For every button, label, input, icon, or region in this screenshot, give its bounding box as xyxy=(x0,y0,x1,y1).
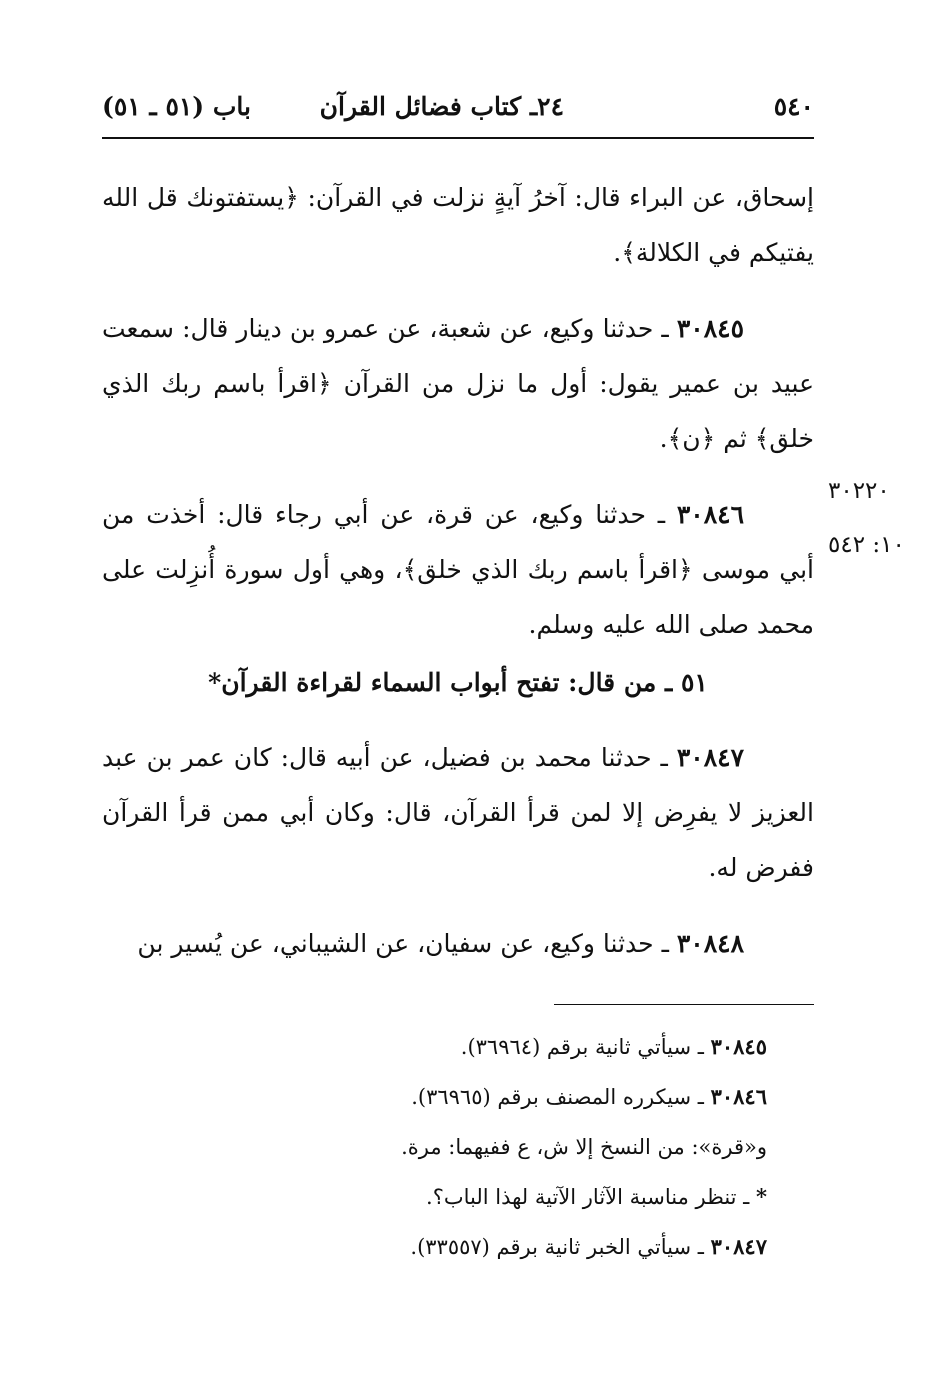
footnote-number: ٣٠٨٤٧ xyxy=(710,1234,767,1259)
footnote xyxy=(102,1122,767,1172)
paragraph-text: ـ حدثنا وكيع، عن شعبة، عن عمرو بن دينار قال: سمعت عبيد بن عمير يقول: أول ما نزل من القرآن ﴿اقرأ باسم ربك الذي خلق﴾ ثم ﴿ن﴾. xyxy=(102,314,814,453)
footnote xyxy=(102,1022,767,1072)
footnote-text: ـ تنظر مناسبة الآثار الآتية لهذا الباب؟. xyxy=(426,1185,757,1209)
margin-note: ١٠: ٥٤٢ xyxy=(828,532,905,558)
running-header xyxy=(102,92,814,126)
paragraph-text: ـ حدثنا محمد بن فضيل، عن أبيه قال: كان عمر بن عبد العزيز لا يفرِض إلا لمن قرأ القرآن، قال: وكان أبي ممن قرأ القرآن ففرض له. xyxy=(102,743,814,882)
hadith-number: ٣٠٨٤٥ xyxy=(676,314,744,343)
hadith-number: ٣٠٨٤٧ xyxy=(676,743,744,772)
section-heading: ٥١ ـ من قال: تفتح أبواب السماء لقراءة القرآن* xyxy=(208,668,708,697)
paragraph xyxy=(102,916,814,971)
hadith-number: ٣٠٨٤٨ xyxy=(676,929,744,958)
margin-note: ٣٠٢٢٠ xyxy=(828,478,890,504)
footnote-number: ٣٠٨٤٦ xyxy=(710,1084,767,1109)
footnote-text: ـ سيأتي الخبر ثانية برقم (٣٣٥٥٧). xyxy=(410,1235,711,1259)
chapter-reference: باب (٥١ ـ ٥١) xyxy=(102,92,251,121)
footnote-number: ٣٠٨٤٥ xyxy=(710,1034,767,1059)
paragraph-text: ـ حدثنا وكيع، عن سفيان، عن الشيباني، عن يُسير بن xyxy=(137,929,677,958)
paragraph xyxy=(102,301,814,466)
footnote-number: * xyxy=(756,1184,767,1209)
paragraph-text: إسحاق، عن البراء قال: آخرُ آيةٍ نزلت في القرآن: ﴿يستفتونك قل الله يفتيكم في الكلالة﴾. xyxy=(102,183,814,267)
page-number: ٥٤٠ xyxy=(773,92,814,121)
hadith-number: ٣٠٨٤٦ xyxy=(676,500,744,529)
footnotes xyxy=(102,1022,767,1272)
footnote-text: ـ سيأتي ثانية برقم (٣٦٩٦٤). xyxy=(460,1035,711,1059)
footnote-text: ـ سيكرره المصنف برقم (٣٦٩٦٥). xyxy=(411,1085,711,1109)
book-title: ٢٤ـ كتاب فضائل القرآن xyxy=(319,92,564,121)
footnote-text: و«قرة»: من النسخ إلا ش، ع ففيهما: مرة. xyxy=(401,1135,767,1159)
paragraph-text: ـ حدثنا وكيع، عن قرة، عن أبي رجاء قال: أخذت من أبي موسى ﴿اقرأ باسم ربك الذي خلق﴾، وهي أول سورة أُنزِلت على محمد صلى الله عليه وسلم. xyxy=(102,500,814,639)
paragraph xyxy=(102,487,814,652)
footnote xyxy=(102,1172,767,1222)
footnote xyxy=(102,1072,767,1122)
text-block-1 xyxy=(102,170,814,652)
paragraph xyxy=(102,730,814,895)
footnote-rule xyxy=(554,1004,814,1005)
text-block-2 xyxy=(102,730,814,971)
footnote xyxy=(102,1222,767,1272)
header-rule xyxy=(102,137,814,139)
paragraph xyxy=(102,170,814,280)
